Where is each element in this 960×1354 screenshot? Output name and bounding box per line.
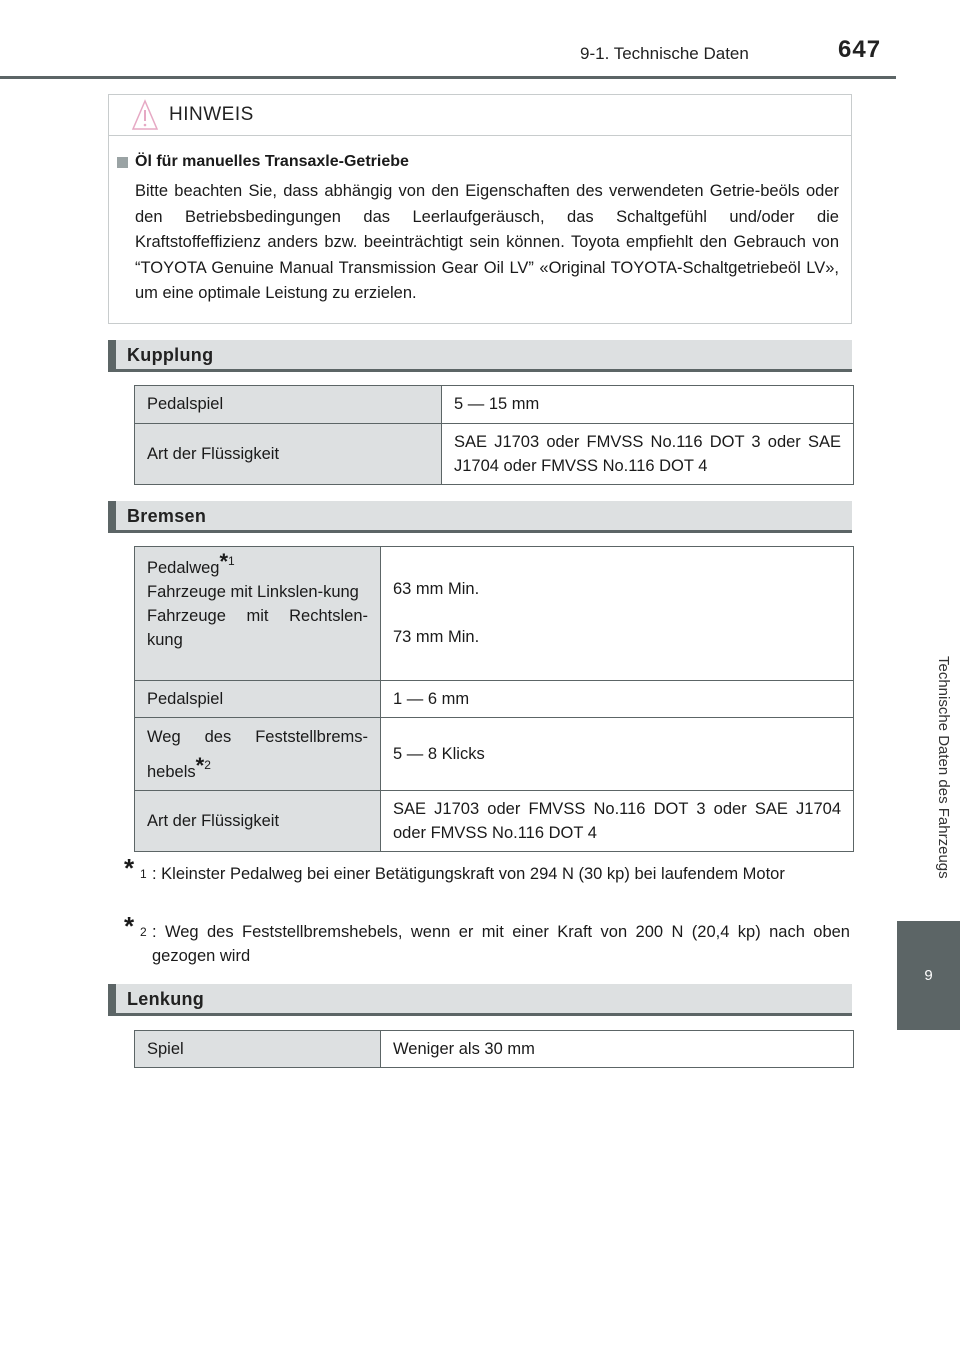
footnote-number: 2 (140, 925, 147, 939)
footnote-star: * (124, 911, 135, 941)
footnote-star: * (195, 752, 205, 778)
right-hand-drive-label: Fahrzeuge mit Rechtslen-kung (147, 607, 368, 649)
feststell-label-line2 (147, 753, 368, 784)
header-section-title: 9-1. Technische Daten (580, 44, 749, 63)
notice-body: Bitte beachten Sie, dass abhängig von den Eigenschaften des verwendeten Getrie-beöls oder den Betriebsbedingungen das Leerlaufgeräusch, das Schaltgefühl und/oder die Kraftstoffeffizienz anders bzw. beeinträchtigt sein können. Toyota empfiehlt den Gebrauch von “TOYOTA Genuine Manual Transmission Gear Oil LV” «Original TOYOTA-Schaltgetriebeöl LV», um eine optimale Leistung zu erzielen. (135, 182, 839, 302)
kupplung-table (134, 385, 854, 485)
table-key: Pedalspiel (135, 681, 381, 718)
footnote-star: * (124, 853, 135, 883)
table-row (135, 1031, 854, 1068)
chapter-side-title: Technische Daten des Fahrzeugs (935, 656, 952, 879)
chapter-number: 9 (924, 967, 933, 984)
chapter-tab (897, 921, 960, 1030)
table-value (381, 547, 854, 681)
table-row (135, 681, 854, 718)
footnote-2 (124, 911, 850, 968)
lenkung-table (134, 1030, 854, 1068)
footnote-1 (124, 853, 850, 886)
table-value: 5 — 8 Klicks (381, 718, 854, 791)
table-key: Pedalspiel (135, 386, 442, 424)
section-title: Bremsen (127, 506, 207, 526)
table-value: Weniger als 30 mm (381, 1031, 854, 1068)
table-value: 5 — 15 mm (442, 386, 854, 424)
table-key (135, 718, 381, 791)
table-row (135, 791, 854, 852)
heading-bar (108, 340, 116, 369)
table-key: Art der Flüssigkeit (135, 791, 381, 852)
notice-box (108, 94, 852, 324)
left-hand-drive-label: Fahrzeuge mit Linkslen-kung (147, 583, 359, 601)
table-value: 1 — 6 mm (381, 681, 854, 718)
footnote-text: : Kleinster Pedalweg bei einer Betätigungskraft von 294 N (30 kp) bei laufendem Motor (152, 865, 785, 883)
section-heading-kupplung (108, 340, 852, 372)
table-value: SAE J1703 oder FMVSS No.116 DOT 3 oder SAE J1704 oder FMVSS No.116 DOT 4 (381, 791, 854, 852)
heading-bar (108, 501, 116, 530)
table-row (135, 424, 854, 485)
header-rule (0, 76, 896, 79)
page-number: 647 (838, 36, 882, 63)
table-row (135, 547, 854, 681)
notice-title: HINWEIS (169, 104, 254, 125)
bremsen-table (134, 546, 854, 852)
table-key: Art der Flüssigkeit (135, 424, 442, 485)
section-heading-bremsen (108, 501, 852, 533)
section-title: Kupplung (127, 345, 214, 365)
table-key: Spiel (135, 1031, 381, 1068)
square-bullet-icon (117, 157, 128, 168)
feststell-label: hebels (147, 762, 196, 781)
table-value: SAE J1703 oder FMVSS No.116 DOT 3 oder SAE J1704 oder FMVSS No.116 DOT 4 (442, 424, 854, 485)
table-row (135, 718, 854, 791)
notice-header (109, 95, 851, 136)
feststell-label-line1: Weg des Feststellbrems- (147, 727, 368, 746)
footnote-number: 1 (228, 554, 235, 568)
footnote-text: : Weg des Feststellbremshebels, wenn er mit einer Kraft von 200 N (20,4 kp) nach oben gezogen wird (152, 923, 850, 965)
section-heading-lenkung (108, 984, 852, 1016)
table-row (135, 386, 854, 424)
footnote-number: 2 (204, 757, 211, 772)
left-hand-drive-value: 63 mm Min. (393, 580, 480, 598)
table-key (135, 547, 381, 681)
notice-subtitle: Öl für manuelles Transaxle-Getriebe (135, 153, 409, 170)
right-hand-drive-value: 73 mm Min. (393, 628, 480, 646)
pedalweg-label-line (147, 549, 368, 580)
section-title: Lenkung (127, 989, 205, 1009)
heading-bar (108, 984, 116, 1013)
footnote-number: 1 (140, 867, 147, 881)
pedalweg-label: Pedalweg (147, 559, 220, 577)
footnote-star: * (219, 549, 229, 574)
